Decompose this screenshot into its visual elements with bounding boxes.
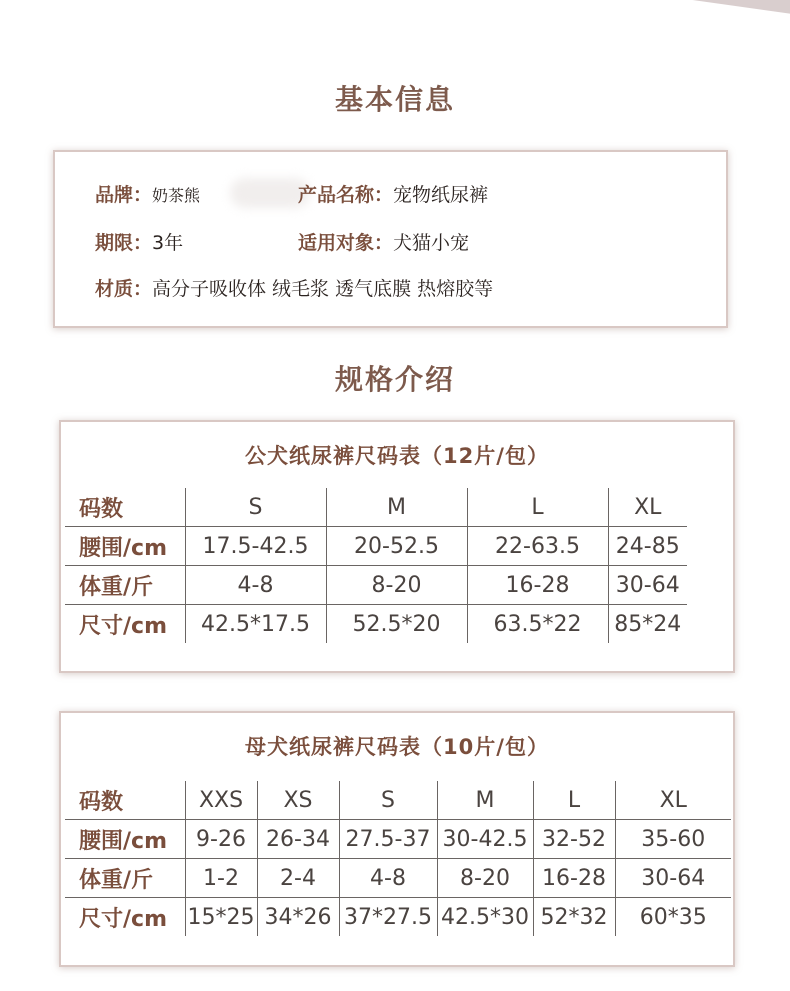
female-size-card: [59, 711, 735, 967]
table-cell: 8-20: [326, 566, 467, 605]
table-cell: 35-60: [615, 820, 731, 859]
table-cell: XXS: [185, 781, 257, 820]
material-label: 材质：: [95, 278, 153, 300]
table-cell: 24-85: [608, 527, 687, 566]
table-cell: 4-8: [339, 859, 437, 898]
table-cell: 4-8: [185, 566, 326, 605]
table-cell: L: [467, 488, 608, 527]
male-size-card: [59, 420, 735, 673]
table-cell: 85*24: [608, 605, 687, 644]
table-cell: 腰围/cm: [65, 820, 185, 859]
table-cell: 22-63.5: [467, 527, 608, 566]
female-size-table: [65, 781, 731, 936]
table-cell: XL: [615, 781, 731, 820]
female-table-title: 母犬纸尿裤尺码表（10片/包）: [245, 735, 549, 759]
table-cell: XL: [608, 488, 687, 527]
brand-row: [95, 180, 200, 207]
table-cell: 8-20: [437, 859, 533, 898]
table-cell: 体重/斤: [65, 859, 185, 898]
table-cell: 26-34: [257, 820, 339, 859]
table-row: [65, 527, 687, 566]
table-cell: XS: [257, 781, 339, 820]
table-cell: 52*32: [533, 898, 615, 937]
table-cell: 34*26: [257, 898, 339, 937]
table-cell: 52.5*20: [326, 605, 467, 644]
table-cell: 9-26: [185, 820, 257, 859]
table-cell: 码数: [79, 789, 124, 815]
male-size-table: [65, 488, 687, 643]
product-name-label: 产品名称：: [298, 184, 394, 206]
target-label: 适用对象：: [298, 232, 394, 254]
table-row: [65, 898, 731, 937]
spec-title: 规格介绍: [334, 363, 455, 396]
term-row: [95, 228, 183, 255]
term-value: 3年: [152, 232, 184, 254]
table-cell: S: [339, 781, 437, 820]
table-cell: 2-4: [257, 859, 339, 898]
male-table-title: 公犬纸尿裤尺码表（12片/包）: [245, 444, 549, 468]
table-row: [65, 859, 731, 898]
material-value: 高分子吸收体 绒毛浆 透气底膜 热熔胶等: [152, 278, 494, 300]
table-cell: 1-2: [185, 859, 257, 898]
table-cell: 42.5*17.5: [185, 605, 326, 644]
table-cell: 30-42.5: [437, 820, 533, 859]
table-cell: S: [185, 488, 326, 527]
brand-label: 品牌：: [95, 184, 153, 206]
target-row: [298, 228, 469, 255]
table-cell: 30-64: [615, 859, 731, 898]
table-cell: 16-28: [467, 566, 608, 605]
table-cell: 尺寸/cm: [65, 898, 185, 937]
table-cell: 16-28: [533, 859, 615, 898]
table-row: [65, 605, 687, 644]
table-cell: 27.5-37: [339, 820, 437, 859]
table-cell: 37*27.5: [339, 898, 437, 937]
table-row: [65, 488, 687, 527]
material-row: [95, 274, 493, 301]
table-cell: 60*35: [615, 898, 731, 937]
table-cell: 体重/斤: [65, 566, 185, 605]
table-cell: 30-64: [608, 566, 687, 605]
product-name-row: [298, 180, 488, 207]
table-cell: 63.5*22: [467, 605, 608, 644]
table-cell: L: [533, 781, 615, 820]
table-cell: 腰围/cm: [65, 527, 185, 566]
product-name-value: 宠物纸尿裤: [393, 184, 489, 206]
table-cell: 码数: [79, 496, 124, 522]
brand-value: 奶茶熊: [152, 186, 201, 205]
table-cell: M: [326, 488, 467, 527]
table-cell: 32-52: [533, 820, 615, 859]
target-value: 犬猫小宠: [393, 232, 470, 254]
table-cell: 20-52.5: [326, 527, 467, 566]
table-cell: 17.5-42.5: [185, 527, 326, 566]
table-cell: 尺寸/cm: [65, 605, 185, 644]
table-cell: 15*25: [185, 898, 257, 937]
basic-info-card: [53, 150, 728, 328]
table-row: [65, 820, 731, 859]
table-row: [65, 566, 687, 605]
term-label: 期限：: [95, 232, 153, 254]
table-cell: 42.5*30: [437, 898, 533, 937]
corner-decoration: [680, 0, 790, 18]
table-cell: M: [437, 781, 533, 820]
table-row: [65, 781, 731, 820]
basic-info-title: 基本信息: [334, 83, 455, 116]
